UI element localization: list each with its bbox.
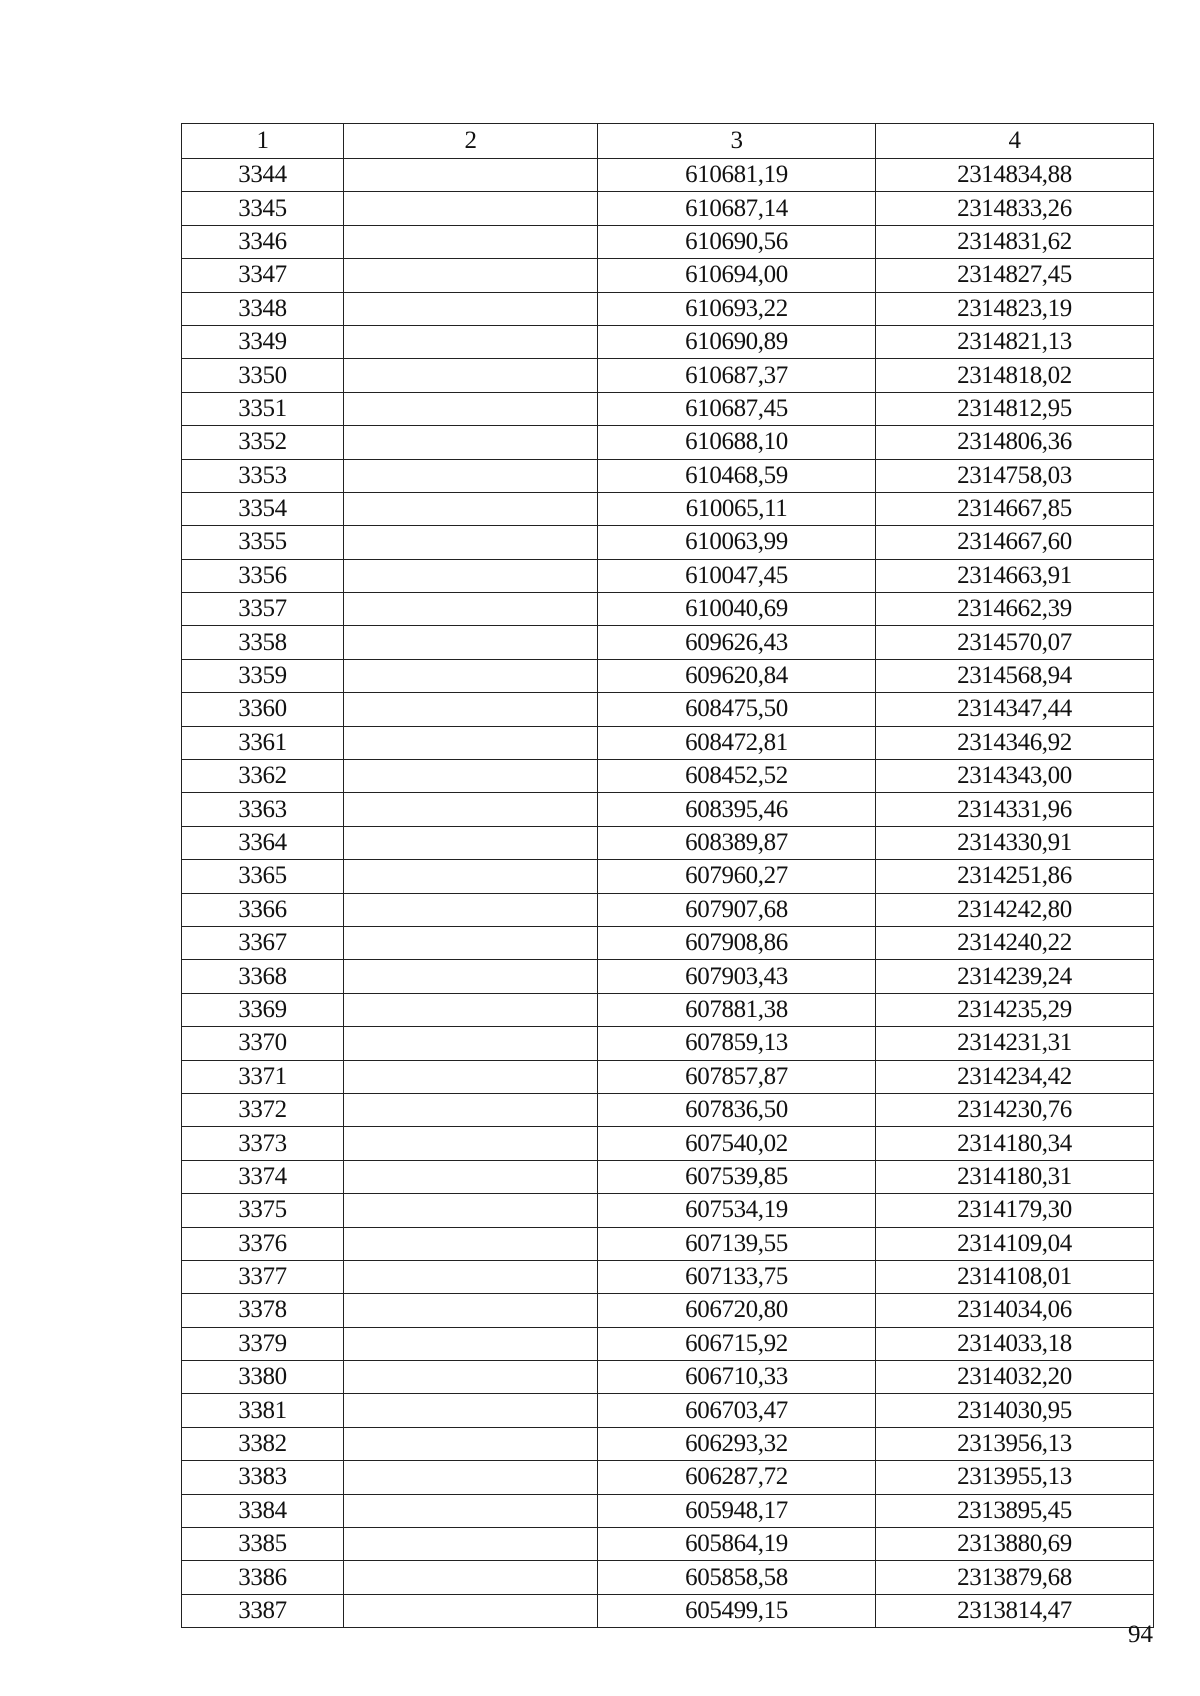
x-coordinate-cell: 610688,10 <box>598 426 876 459</box>
description-cell <box>344 1294 598 1327</box>
table-row <box>182 259 1154 292</box>
y-coordinate-cell: 2314834,88 <box>876 159 1154 192</box>
table-row <box>182 1494 1154 1527</box>
x-coordinate-cell: 607139,55 <box>598 1227 876 1260</box>
point-number-cell: 3362 <box>182 760 344 793</box>
column-header-2: 2 <box>344 124 598 159</box>
x-coordinate-cell: 607836,50 <box>598 1093 876 1126</box>
x-coordinate-cell: 610687,37 <box>598 359 876 392</box>
description-cell <box>344 1060 598 1093</box>
table-row <box>182 1294 1154 1327</box>
description-cell <box>344 993 598 1026</box>
point-number-cell: 3356 <box>182 559 344 592</box>
y-coordinate-cell: 2313879,68 <box>876 1561 1154 1594</box>
description-cell <box>344 659 598 692</box>
y-coordinate-cell: 2314662,39 <box>876 593 1154 626</box>
column-header-3: 3 <box>598 124 876 159</box>
y-coordinate-cell: 2314230,76 <box>876 1093 1154 1126</box>
point-number-cell: 3355 <box>182 526 344 559</box>
y-coordinate-cell: 2313955,13 <box>876 1461 1154 1494</box>
point-number-cell: 3372 <box>182 1093 344 1126</box>
description-cell <box>344 526 598 559</box>
table-row <box>182 1194 1154 1227</box>
table-row <box>182 726 1154 759</box>
y-coordinate-cell: 2314346,92 <box>876 726 1154 759</box>
point-number-cell: 3375 <box>182 1194 344 1227</box>
y-coordinate-cell: 2314240,22 <box>876 926 1154 959</box>
y-coordinate-cell: 2314812,95 <box>876 392 1154 425</box>
description-cell <box>344 1260 598 1293</box>
description-cell <box>344 1194 598 1227</box>
x-coordinate-cell: 610690,89 <box>598 325 876 358</box>
point-number-cell: 3385 <box>182 1528 344 1561</box>
description-cell <box>344 426 598 459</box>
x-coordinate-cell: 607907,68 <box>598 893 876 926</box>
y-coordinate-cell: 2314823,19 <box>876 292 1154 325</box>
x-coordinate-cell: 608475,50 <box>598 693 876 726</box>
description-cell <box>344 1361 598 1394</box>
description-cell <box>344 1394 598 1427</box>
table-row <box>182 626 1154 659</box>
table-row <box>182 1561 1154 1594</box>
description-cell <box>344 259 598 292</box>
table-row <box>182 325 1154 358</box>
x-coordinate-cell: 610047,45 <box>598 559 876 592</box>
table-row <box>182 1227 1154 1260</box>
point-number-cell: 3374 <box>182 1160 344 1193</box>
table-row <box>182 526 1154 559</box>
point-number-cell: 3346 <box>182 225 344 258</box>
point-number-cell: 3352 <box>182 426 344 459</box>
description-cell <box>344 1227 598 1260</box>
description-cell <box>344 1494 598 1527</box>
table-row <box>182 159 1154 192</box>
description-cell <box>344 1561 598 1594</box>
description-cell <box>344 459 598 492</box>
x-coordinate-cell: 610687,14 <box>598 192 876 225</box>
description-cell <box>344 860 598 893</box>
x-coordinate-cell: 610065,11 <box>598 492 876 525</box>
table-row <box>182 359 1154 392</box>
y-coordinate-cell: 2314663,91 <box>876 559 1154 592</box>
x-coordinate-cell: 607539,85 <box>598 1160 876 1193</box>
description-cell <box>344 1127 598 1160</box>
y-coordinate-cell: 2314239,24 <box>876 960 1154 993</box>
x-coordinate-cell: 605864,19 <box>598 1528 876 1561</box>
table-row <box>182 559 1154 592</box>
x-coordinate-cell: 605499,15 <box>598 1594 876 1627</box>
point-number-cell: 3387 <box>182 1594 344 1627</box>
description-cell <box>344 893 598 926</box>
description-cell <box>344 1461 598 1494</box>
y-coordinate-cell: 2314109,04 <box>876 1227 1154 1260</box>
description-cell <box>344 726 598 759</box>
y-coordinate-cell: 2314570,07 <box>876 626 1154 659</box>
table-row <box>182 459 1154 492</box>
y-coordinate-cell: 2314034,06 <box>876 1294 1154 1327</box>
y-coordinate-cell: 2314331,96 <box>876 793 1154 826</box>
y-coordinate-cell: 2314347,44 <box>876 693 1154 726</box>
y-coordinate-cell: 2313895,45 <box>876 1494 1154 1527</box>
x-coordinate-cell: 610687,45 <box>598 392 876 425</box>
table-row <box>182 492 1154 525</box>
y-coordinate-cell: 2314818,02 <box>876 359 1154 392</box>
point-number-cell: 3363 <box>182 793 344 826</box>
point-number-cell: 3376 <box>182 1227 344 1260</box>
table-row <box>182 793 1154 826</box>
point-number-cell: 3350 <box>182 359 344 392</box>
x-coordinate-cell: 607133,75 <box>598 1260 876 1293</box>
x-coordinate-cell: 610690,56 <box>598 225 876 258</box>
x-coordinate-cell: 608389,87 <box>598 826 876 859</box>
table-row <box>182 1427 1154 1460</box>
point-number-cell: 3357 <box>182 593 344 626</box>
table-row <box>182 1361 1154 1394</box>
description-cell <box>344 926 598 959</box>
page-number: 94 <box>1128 1621 1153 1648</box>
table-row <box>182 893 1154 926</box>
description-cell <box>344 159 598 192</box>
point-number-cell: 3384 <box>182 1494 344 1527</box>
y-coordinate-cell: 2314827,45 <box>876 259 1154 292</box>
y-coordinate-cell: 2314235,29 <box>876 993 1154 1026</box>
table-body <box>182 159 1154 1628</box>
description-cell <box>344 392 598 425</box>
x-coordinate-cell: 607857,87 <box>598 1060 876 1093</box>
column-header-1: 1 <box>182 124 344 159</box>
point-number-cell: 3345 <box>182 192 344 225</box>
table-row <box>182 1528 1154 1561</box>
point-number-cell: 3354 <box>182 492 344 525</box>
x-coordinate-cell: 605948,17 <box>598 1494 876 1527</box>
x-coordinate-cell: 610040,69 <box>598 593 876 626</box>
point-number-cell: 3368 <box>182 960 344 993</box>
table-header-row <box>182 124 1154 159</box>
table-row <box>182 993 1154 1026</box>
point-number-cell: 3366 <box>182 893 344 926</box>
table-row <box>182 426 1154 459</box>
table-row <box>182 1160 1154 1193</box>
table-row <box>182 826 1154 859</box>
x-coordinate-cell: 606703,47 <box>598 1394 876 1427</box>
description-cell <box>344 826 598 859</box>
description-cell <box>344 626 598 659</box>
x-coordinate-cell: 607540,02 <box>598 1127 876 1160</box>
table-row <box>182 760 1154 793</box>
table-row <box>182 960 1154 993</box>
y-coordinate-cell: 2313956,13 <box>876 1427 1154 1460</box>
column-header-4: 4 <box>876 124 1154 159</box>
table-row <box>182 225 1154 258</box>
x-coordinate-cell: 610693,22 <box>598 292 876 325</box>
x-coordinate-cell: 608452,52 <box>598 760 876 793</box>
x-coordinate-cell: 606715,92 <box>598 1327 876 1360</box>
point-number-cell: 3360 <box>182 693 344 726</box>
description-cell <box>344 1327 598 1360</box>
point-number-cell: 3353 <box>182 459 344 492</box>
y-coordinate-cell: 2314667,60 <box>876 526 1154 559</box>
table-row <box>182 1327 1154 1360</box>
point-number-cell: 3367 <box>182 926 344 959</box>
x-coordinate-cell: 606710,33 <box>598 1361 876 1394</box>
description-cell <box>344 559 598 592</box>
table-row <box>182 659 1154 692</box>
description-cell <box>344 693 598 726</box>
description-cell <box>344 760 598 793</box>
point-number-cell: 3358 <box>182 626 344 659</box>
description-cell <box>344 492 598 525</box>
x-coordinate-cell: 610468,59 <box>598 459 876 492</box>
point-number-cell: 3351 <box>182 392 344 425</box>
y-coordinate-cell: 2314179,30 <box>876 1194 1154 1227</box>
x-coordinate-cell: 607881,38 <box>598 993 876 1026</box>
description-cell <box>344 292 598 325</box>
x-coordinate-cell: 606293,32 <box>598 1427 876 1460</box>
point-number-cell: 3371 <box>182 1060 344 1093</box>
x-coordinate-cell: 607534,19 <box>598 1194 876 1227</box>
y-coordinate-cell: 2314180,31 <box>876 1160 1154 1193</box>
description-cell <box>344 793 598 826</box>
table-row <box>182 292 1154 325</box>
point-number-cell: 3344 <box>182 159 344 192</box>
x-coordinate-cell: 607960,27 <box>598 860 876 893</box>
point-number-cell: 3377 <box>182 1260 344 1293</box>
point-number-cell: 3373 <box>182 1127 344 1160</box>
y-coordinate-cell: 2314330,91 <box>876 826 1154 859</box>
table-row <box>182 1461 1154 1494</box>
point-number-cell: 3361 <box>182 726 344 759</box>
x-coordinate-cell: 605858,58 <box>598 1561 876 1594</box>
table-row <box>182 593 1154 626</box>
description-cell <box>344 1160 598 1193</box>
point-number-cell: 3370 <box>182 1027 344 1060</box>
point-number-cell: 3364 <box>182 826 344 859</box>
point-number-cell: 3379 <box>182 1327 344 1360</box>
y-coordinate-cell: 2314032,20 <box>876 1361 1154 1394</box>
point-number-cell: 3359 <box>182 659 344 692</box>
point-number-cell: 3348 <box>182 292 344 325</box>
y-coordinate-cell: 2314033,18 <box>876 1327 1154 1360</box>
description-cell <box>344 960 598 993</box>
y-coordinate-cell: 2313814,47 <box>876 1594 1154 1627</box>
x-coordinate-cell: 607903,43 <box>598 960 876 993</box>
description-cell <box>344 1427 598 1460</box>
description-cell <box>344 1093 598 1126</box>
x-coordinate-cell: 606720,80 <box>598 1294 876 1327</box>
x-coordinate-cell: 610681,19 <box>598 159 876 192</box>
table-row <box>182 926 1154 959</box>
y-coordinate-cell: 2314030,95 <box>876 1394 1154 1427</box>
table-row <box>182 1594 1154 1627</box>
table-row <box>182 693 1154 726</box>
y-coordinate-cell: 2314251,86 <box>876 860 1154 893</box>
point-number-cell: 3349 <box>182 325 344 358</box>
point-number-cell: 3381 <box>182 1394 344 1427</box>
table-row <box>182 1093 1154 1126</box>
y-coordinate-cell: 2314667,85 <box>876 492 1154 525</box>
x-coordinate-cell: 609626,43 <box>598 626 876 659</box>
x-coordinate-cell: 610694,00 <box>598 259 876 292</box>
point-number-cell: 3365 <box>182 860 344 893</box>
y-coordinate-cell: 2314343,00 <box>876 760 1154 793</box>
description-cell <box>344 225 598 258</box>
table-row <box>182 192 1154 225</box>
description-cell <box>344 1594 598 1627</box>
table-row <box>182 1060 1154 1093</box>
point-number-cell: 3383 <box>182 1461 344 1494</box>
x-coordinate-cell: 608472,81 <box>598 726 876 759</box>
table-row <box>182 392 1154 425</box>
table-row <box>182 1260 1154 1293</box>
y-coordinate-cell: 2314108,01 <box>876 1260 1154 1293</box>
description-cell <box>344 359 598 392</box>
description-cell <box>344 192 598 225</box>
coordinates-table <box>181 123 1154 1628</box>
description-cell <box>344 593 598 626</box>
y-coordinate-cell: 2314758,03 <box>876 459 1154 492</box>
x-coordinate-cell: 606287,72 <box>598 1461 876 1494</box>
y-coordinate-cell: 2313880,69 <box>876 1528 1154 1561</box>
x-coordinate-cell: 608395,46 <box>598 793 876 826</box>
description-cell <box>344 1027 598 1060</box>
point-number-cell: 3380 <box>182 1361 344 1394</box>
table-row <box>182 1394 1154 1427</box>
y-coordinate-cell: 2314568,94 <box>876 659 1154 692</box>
point-number-cell: 3386 <box>182 1561 344 1594</box>
y-coordinate-cell: 2314831,62 <box>876 225 1154 258</box>
y-coordinate-cell: 2314242,80 <box>876 893 1154 926</box>
x-coordinate-cell: 609620,84 <box>598 659 876 692</box>
x-coordinate-cell: 607859,13 <box>598 1027 876 1060</box>
point-number-cell: 3347 <box>182 259 344 292</box>
y-coordinate-cell: 2314833,26 <box>876 192 1154 225</box>
description-cell <box>344 325 598 358</box>
x-coordinate-cell: 610063,99 <box>598 526 876 559</box>
y-coordinate-cell: 2314180,34 <box>876 1127 1154 1160</box>
y-coordinate-cell: 2314806,36 <box>876 426 1154 459</box>
table-row <box>182 1027 1154 1060</box>
point-number-cell: 3378 <box>182 1294 344 1327</box>
y-coordinate-cell: 2314821,13 <box>876 325 1154 358</box>
table-row <box>182 1127 1154 1160</box>
x-coordinate-cell: 607908,86 <box>598 926 876 959</box>
y-coordinate-cell: 2314234,42 <box>876 1060 1154 1093</box>
point-number-cell: 3369 <box>182 993 344 1026</box>
y-coordinate-cell: 2314231,31 <box>876 1027 1154 1060</box>
point-number-cell: 3382 <box>182 1427 344 1460</box>
table-row <box>182 860 1154 893</box>
description-cell <box>344 1528 598 1561</box>
